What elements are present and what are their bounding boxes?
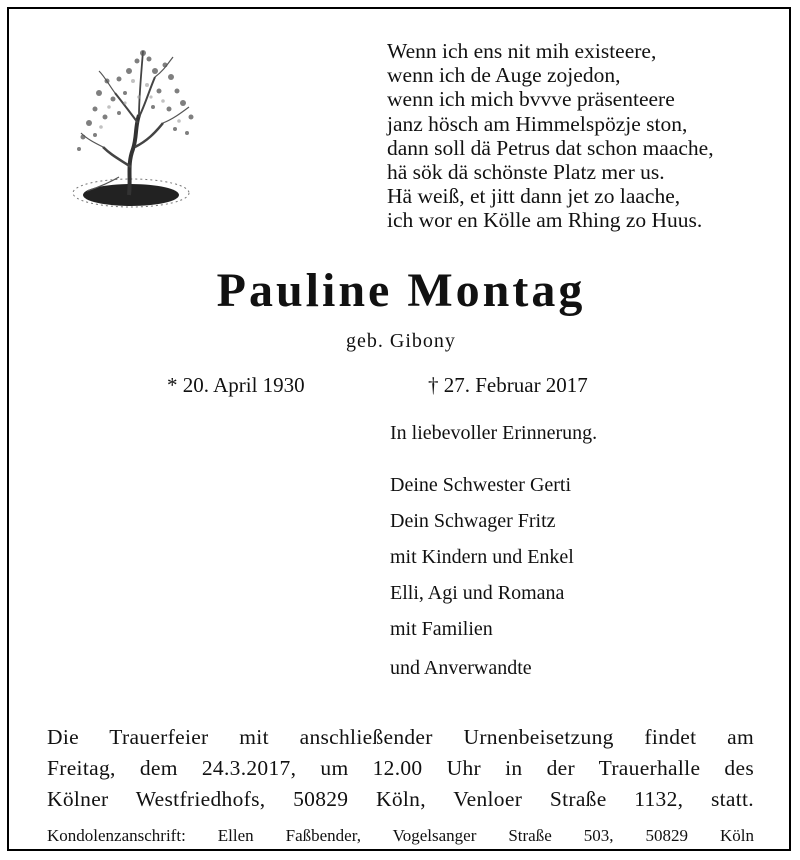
mourner-list — [390, 467, 574, 647]
maiden-name: geb. Gibony — [346, 330, 456, 352]
mourner-line: Deine Schwester Gerti — [390, 474, 572, 496]
poem-line: hä sök dä schönste Platz mer us. — [387, 160, 665, 185]
relatives-line: und Anverwandte — [390, 657, 532, 679]
notice-line: Freitag, dem 24.3.2017, um 12.00 Uhr in der Trauerhalle des — [47, 756, 754, 780]
funeral-notice — [47, 722, 754, 815]
poem-line: dann soll dä Petrus dat schon maache, — [387, 135, 714, 160]
poem-line: ich wor en Kölle am Rhing zo Huus. — [387, 208, 703, 233]
poem-line: wenn ich de Auge zojedon, — [387, 63, 621, 88]
poem-line: Wenn ich ens nit mih existeere, — [387, 39, 657, 63]
mourner-line: mit Familien — [390, 618, 493, 640]
death-date: † 27. Februar 2017 — [428, 373, 588, 397]
deceased-name: Pauline Montag — [216, 264, 586, 317]
poem-line: wenn ich mich bvvve präsenteere — [387, 87, 675, 112]
mourner-line: Dein Schwager Fritz — [390, 510, 556, 532]
memory-intro: In liebevoller Erinnerung. — [390, 422, 598, 444]
poem — [387, 39, 777, 233]
poem-line: janz hösch am Himmelspözje ston, — [387, 111, 688, 136]
tree-icon — [59, 37, 209, 212]
obituary-card — [7, 7, 791, 851]
notice-line: Die Trauerfeier mit anschließender Urnenbeisetzung findet am — [47, 725, 754, 749]
mourner-line: Elli, Agi und Romana — [390, 582, 565, 604]
birth-date: * 20. April 1930 — [167, 373, 305, 397]
poem-line: Hä weiß, et jitt dann jet zo laache, — [387, 184, 681, 209]
mourner-line: mit Kindern und Enkel — [390, 546, 574, 568]
condolence-address: Kondolenzanschrift: Ellen Faßbender, Vogelsanger Straße 503, 50829 Köln — [47, 826, 754, 845]
notice-line: Kölner Westfriedhofs, 50829 Köln, Venloer Straße 1132, statt. — [47, 787, 754, 811]
